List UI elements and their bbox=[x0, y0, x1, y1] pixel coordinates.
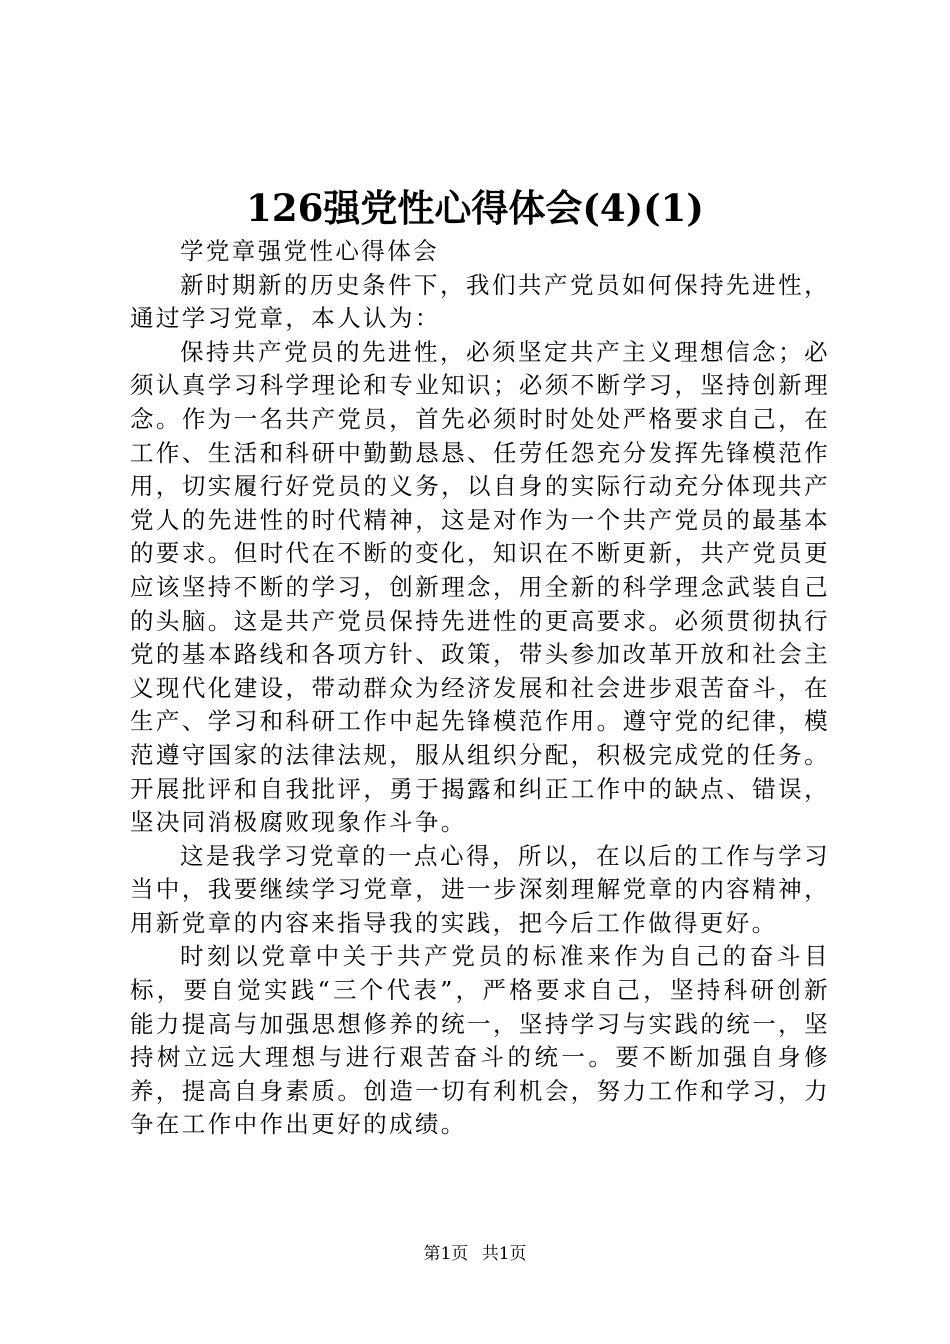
page-total: 共1页 bbox=[481, 1244, 527, 1264]
body-paragraph: 新时期新的历史条件下，我们共产党员如何保持先进性，通过学习党章，本人认为： bbox=[130, 270, 830, 333]
page-number: 第1页 bbox=[423, 1244, 469, 1264]
body-paragraph: 保持共产党员的先进性，必须坚定共产主义理想信念；必须认真学习科学理论和专业知识；必须不断学习，坚持创新理念。作为一名共产党员，首先必须时时处处严格要求自己，在工作、生活和科研中勤勤恳恳、任劳任怨充分发挥先锋模范作用，切实履行好党员的义务，以自身的实际行动充分体现共产党人的先进性的时代精神，这是对作为一个共产党员的最基本的要求。但时代在不断的变化，知识在不断更新，共产党员更应该坚持不断的学习，创新理念，用全新的科学理念武装自己的头脑。这是共产党员保持先进性的更高要求。必须贯彻执行党的基本路线和各项方针、政策，带头参加改革开放和社会主义现代化建设，带动群众为经济发展和社会进步艰苦奋斗，在生产、学习和科研工作中起先锋模范作用。遵守党的纪律，模范遵守国家的法律法规，服从组织分配，积极完成党的任务。开展批评和自我批评，勇于揭露和纠正工作中的缺点、错误，坚决同消极腐败现象作斗争。 bbox=[130, 337, 830, 837]
document-title: 126强党性心得体会(4)(1) bbox=[246, 186, 704, 230]
body-paragraph: 这是我学习党章的一点心得，所以，在以后的工作与学习当中，我要继续学习党章，进一步深刻理解党章的内容精神，用新党章的内容来指导我的实践，把今后工作做得更好。 bbox=[130, 841, 830, 937]
body-paragraph: 时刻以党章中关于共产党员的标准来作为自己的奋斗目标，要自觉实践“三个代表”，严格要求自己，坚持科研创新能力提高与加强思想修养的统一，坚持学习与实践的统一，坚持树立远大理想与进行艰苦奋斗的统一。要不断加强自身修养，提高自身素质。创造一切有利机会，努力工作和学习，力争在工作中作出更好的成绩。 bbox=[130, 942, 830, 1139]
document-body bbox=[130, 235, 830, 1142]
page-footer bbox=[0, 1242, 950, 1266]
subtitle-paragraph: 学党章强党性心得体会 bbox=[180, 237, 439, 265]
